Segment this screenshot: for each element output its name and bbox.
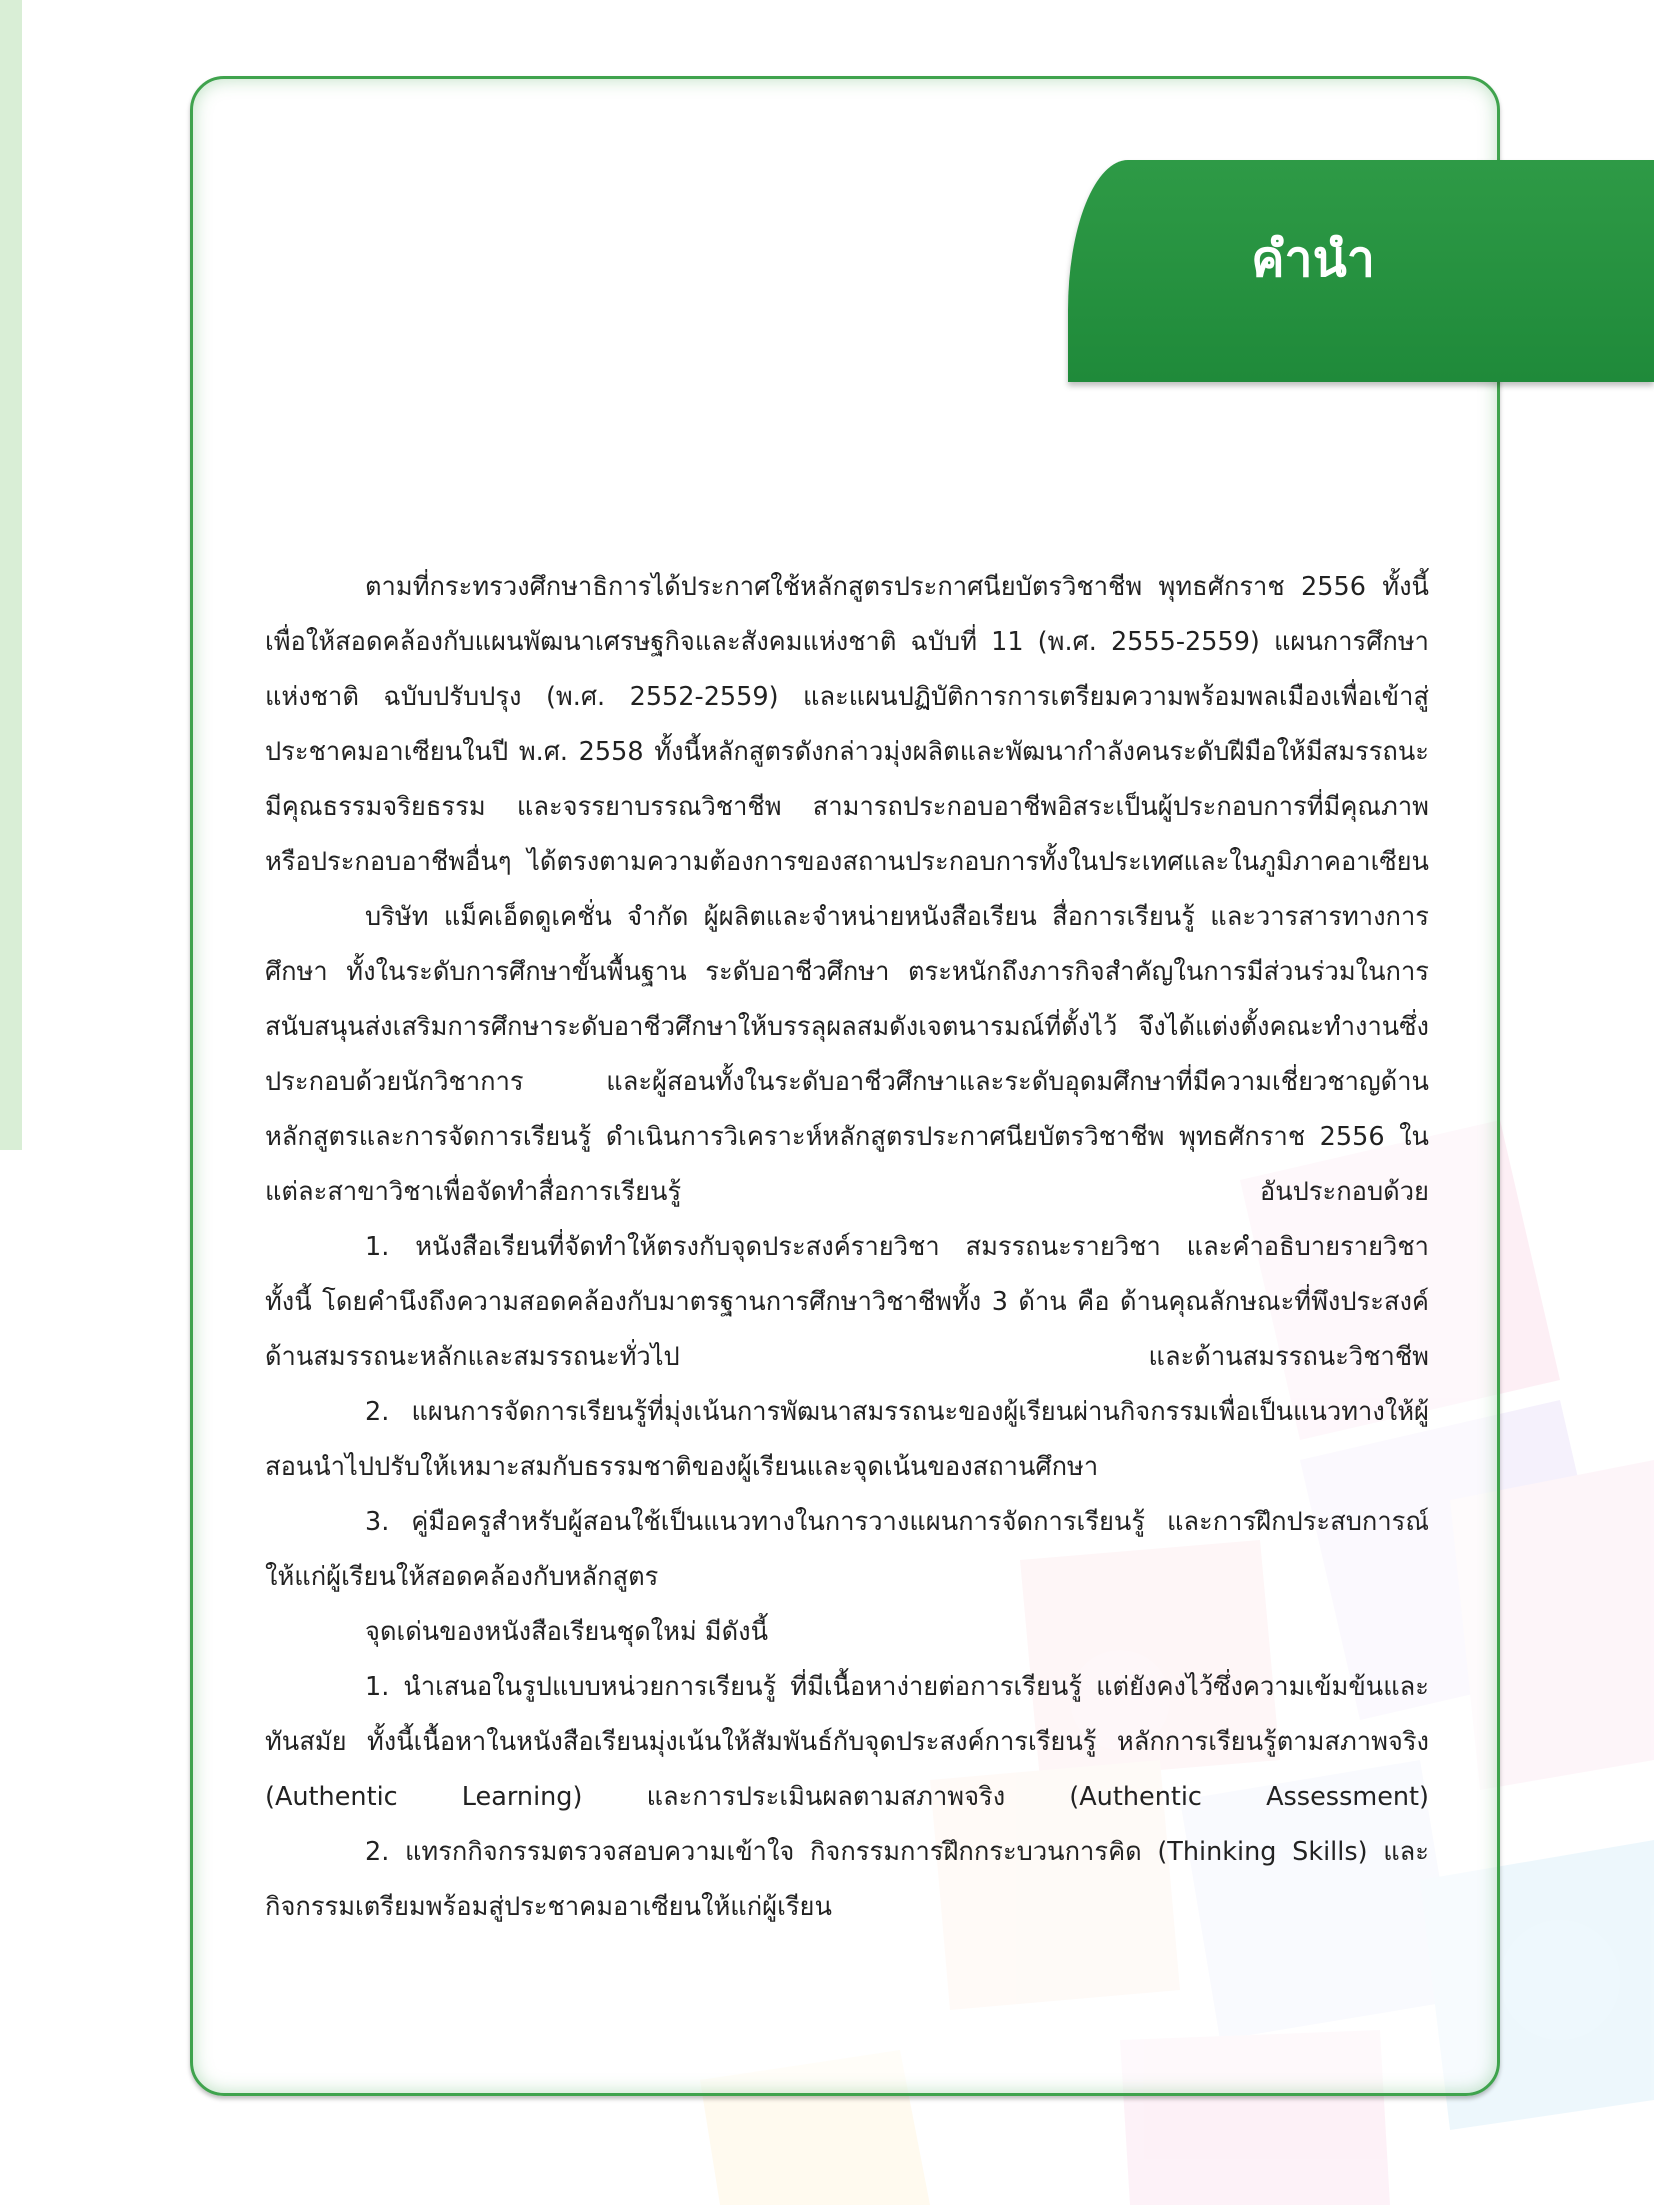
highlight-item-units: 1. นำเสนอในรูปแบบหน่วยการเรียนรู้ ที่มีเนื้อหาง่ายต่อการเรียนรู้ แต่ยังคงไว้ซึ่งความเข้มข้นและทันสมัย ทั้งนี้เนื้อหาในหนังสือเรียนมุ่งเน้นให้สัมพันธ์กับจุดประสงค์การเรียนรู้ หลักการเรียนรู้ตามสภาพจริง (Authentic Learning) และการประเมินผลตามสภาพจริง (Authentic Assessment) <box>265 1672 1429 1812</box>
title-banner <box>1068 160 1654 382</box>
side-color-strip <box>0 0 22 1150</box>
preface-body <box>265 560 1429 1935</box>
list-item-textbook: 1. หนังสือเรียนที่จัดทำให้ตรงกับจุดประสงค์รายวิชา สมรรถนะรายวิชา และคำอธิบายรายวิชา ทั้งนี้ โดยคำนึงถึงความสอดคล้องกับมาตรฐานการศึกษาวิชาชีพทั้ง 3 ด้าน คือ ด้านคุณลักษณะที่พึงประสงค์ ด้านสมรรถนะหลักและสมรรถนะทั่วไป และด้านสมรรถนะวิชาชีพ <box>265 1232 1429 1372</box>
highlights-heading: จุดเด่นของหนังสือเรียนชุดใหม่ มีดังนี้ <box>365 1617 769 1647</box>
list-item-teacher-manual: 3. คู่มือครูสำหรับผู้สอนใช้เป็นแนวทางในการวางแผนการจัดการเรียนรู้ และการฝึกประสบการณ์ให้แก่ผู้เรียนให้สอดคล้องกับหลักสูตร <box>265 1507 1429 1592</box>
page-title: คำนำ <box>1251 230 1375 288</box>
list-item-lesson-plan: 2. แผนการจัดการเรียนรู้ที่มุ่งเน้นการพัฒนาสมรรถนะของผู้เรียนผ่านกิจกรรมเพื่อเป็นแนวทางให้ผู้สอนนำไปปรับให้เหมาะสมกับธรรมชาติของผู้เรียนและจุดเน้นของสถานศึกษา <box>265 1397 1429 1482</box>
paragraph-intro: ตามที่กระทรวงศึกษาธิการได้ประกาศใช้หลักสูตรประกาศนียบัตรวิชาชีพ พุทธศักราช 2556 ทั้งนี้เพื่อให้สอดคล้องกับแผนพัฒนาเศรษฐกิจและสังคมแห่งชาติ ฉบับที่ 11 (พ.ศ. 2555-2559) แผนการศึกษาแห่งชาติ ฉบับปรับปรุง (พ.ศ. 2552-2559) และแผนปฏิบัติการการเตรียมความพร้อมพลเมืองเพื่อเข้าสู่ประชาคมอาเซียนในปี พ.ศ. 2558 ทั้งนี้หลักสูตรดังกล่าวมุ่งผลิตและพัฒนากำลังคนระดับฝีมือให้มีสมรรถนะ มีคุณธรรมจริยธรรม และจรรยาบรรณวิชาชีพ สามารถประกอบอาชีพอิสระเป็นผู้ประกอบการที่มีคุณภาพ หรือประกอบอาชีพอื่นๆ ได้ตรงตามความต้องการของสถานประกอบการทั้งในประเทศและในภูมิภาคอาเซียน <box>265 572 1429 877</box>
paragraph-company: บริษัท แม็คเอ็ดดูเคชั่น จำกัด ผู้ผลิตและจำหน่ายหนังสือเรียน สื่อการเรียนรู้ และวารสารทางการศึกษา ทั้งในระดับการศึกษาขั้นพื้นฐาน ระดับอาชีวศึกษา ตระหนักถึงภารกิจสำคัญในการมีส่วนร่วมในการสนับสนุนส่งเสริมการศึกษาระดับอาชีวศึกษาให้บรรลุผลสมดังเจตนารมณ์ที่ตั้งไว้ จึงได้แต่งตั้งคณะทำงานซึ่งประกอบด้วยนักวิชาการ และผู้สอนทั้งในระดับอาชีวศึกษาและระดับอุดมศึกษาที่มีความเชี่ยวชาญด้านหลักสูตรและการจัดการเรียนรู้ ดำเนินการวิเคราะห์หลักสูตรประกาศนียบัตรวิชาชีพ พุทธศักราช 2556 ในแต่ละสาขาวิชาเพื่อจัดทำสื่อการเรียนรู้ อันประกอบด้วย <box>265 902 1429 1207</box>
highlight-item-activities: 2. แทรกกิจกรรมตรวจสอบความเข้าใจ กิจกรรมการฝึกกระบวนการคิด (Thinking Skills) และกิจกรรมเตรียมพร้อมสู่ประชาคมอาเซียนให้แก่ผู้เรียน <box>265 1837 1429 1922</box>
